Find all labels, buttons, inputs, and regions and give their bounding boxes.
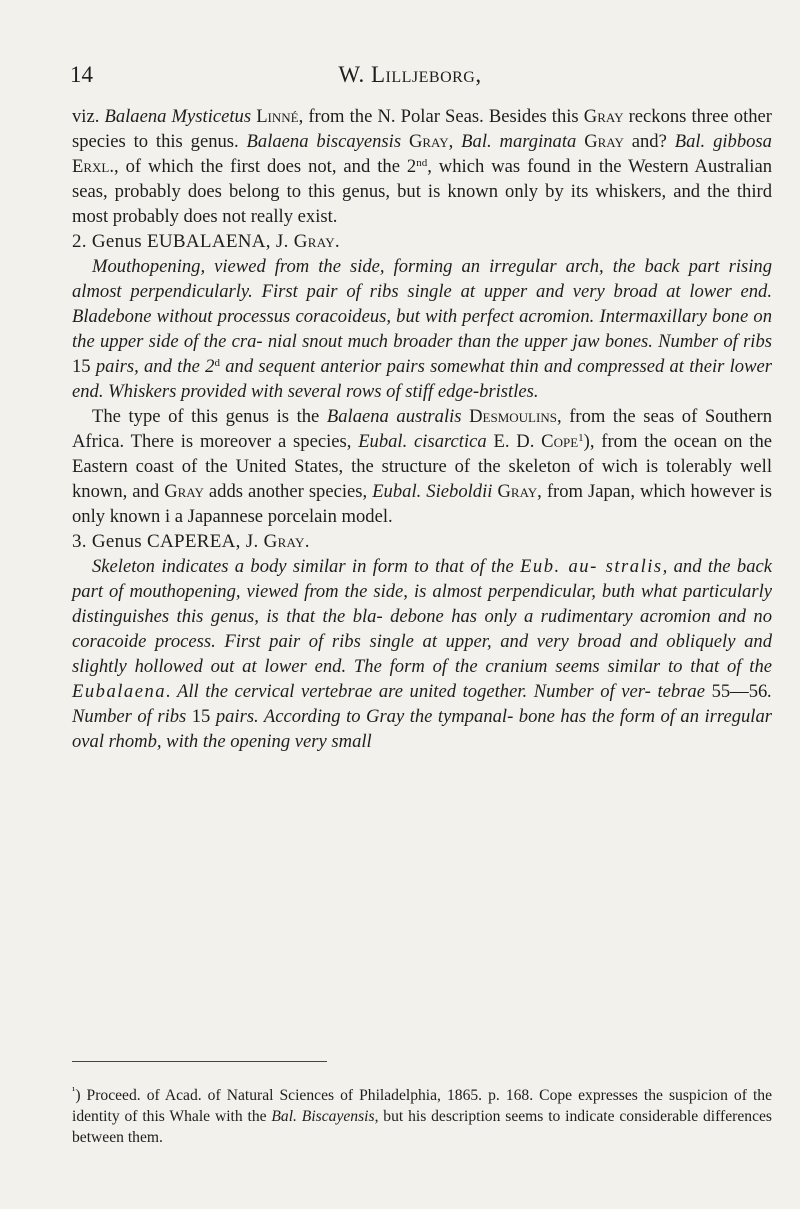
running-head-author: W. Lilljeborg,	[338, 62, 482, 87]
footnote-divider	[72, 1061, 327, 1062]
body-text	[72, 104, 772, 754]
footnote-reference: 1	[578, 432, 584, 444]
section-heading-caperea: 3. Genus CAPEREA, J. Gray.	[72, 531, 310, 552]
eubalaena-description: Mouthopening, viewed from the side, forming an irregular arch, the back part rising almost perpendicularly. First pair of ribs single at upper and very broad at lower end. Bladebone without processus coracoideus, but with perfect acromion. Intermaxillary bone on the upper side of the cra- nial snout much broader than the upper jaw bones. Number of ribs 15 pairs, and the 2$^d$ and sequent anterior pairs somewhat thin and compressed at their lower end. Whiskers provided with several rows of stiff edge-bristles.	[72, 256, 772, 402]
eubalaena-type-paragraph: The type of this genus is the Balaena australis Desmoulins, from the seas of Southern Africa. There is moreover a species, Eubal. cisarctica E. D. Cope$^1$), from the ocean on the Eastern coast of the United States, the structure of the skeleton of wich is tolerably well known, and Gray adds another species, Eubal. Sieboldii Gray, from Japan, which however is only known i a Japannese porcelain model.	[72, 406, 772, 527]
caperea-description: Skeleton indicates a body similar in form to that of the Eub. au- stralis, and the back part of mouthopening, viewed from the side, is almost perpendicular, buth what particularly distinguishes this genus, is that the bla- debone has only a rudimentary acromion and no coracoide process. First pair of ribs single at upper, and very broad and obliquely and slightly hollowed out at lower end. The form of the cranium seems similar to that of the Eubalaena. All the cervical vertebrae are united together. Number of ver- tebrae 55—56. Number of ribs 15 pairs. According to Gray the tympanal- bone has the form of an irregular oval rhomb, with the opening very small	[72, 556, 772, 752]
footnote: $^{^1}$) Proceed. of Acad. of Natural Sciences of Philadelphia, 1865. p. 168. Cope expresses the suspicion of the identity of this Whale with the Bal. Biscayensis, but his description seems to indicate considerable differences between them.	[72, 1084, 772, 1146]
page-number: 14	[70, 62, 93, 87]
section-heading-eubalaena: 2. Genus EUBALAENA, J. Gray.	[72, 231, 340, 252]
running-head	[70, 62, 750, 92]
intro-paragraph: viz. Balaena Mysticetus Linné, from the N. Polar Seas. Besides this Gray reckons three other species to this genus. Balaena biscayensis Gray, Bal. marginata Gray and? Bal. gibbosa Erxl., of which the first does not, and the 2nd, which was found in the Western Australian seas, probably does belong to this genus, but is known only by its whiskers, and the third most probably does not really exist.	[72, 106, 772, 227]
